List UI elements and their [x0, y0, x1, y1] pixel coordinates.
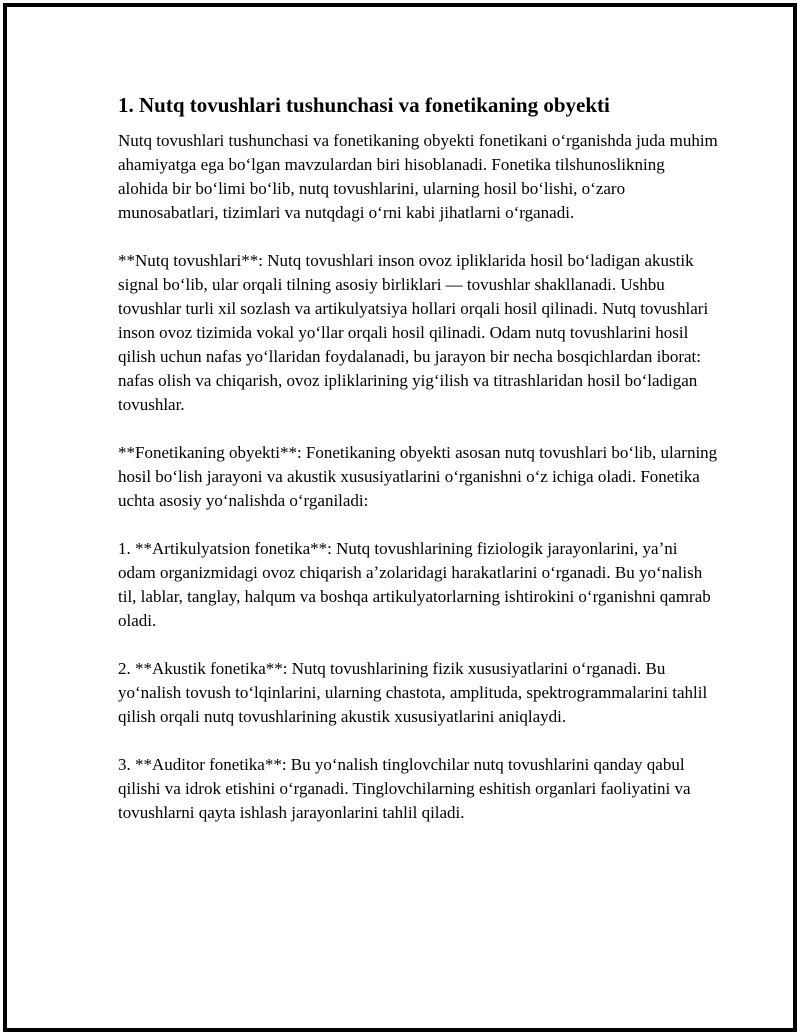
paragraph-intro: Nutq tovushlari tushunchasi va fonetikaning obyekti fonetikani oʻrganishda juda muhim ahamiyatga ega boʻlgan mavzulardan biri hisoblanadi. Fonetika tilshunoslikning alohida bir boʻlimi boʻlib, nutq tovushlarini, ularning hosil boʻlishi, oʻzaro munosabatlari, tizimlari va nutqdagi oʻrni kabi jihatlarni oʻrganadi.: [118, 131, 718, 222]
list-item-artikulyatsion: 1. **Artikulyatsion fonetika**: Nutq tovushlarining fiziologik jarayonlarini, yaʼni odam organizmidagi ovoz chiqarish aʼzolaridagi harakatlarini oʻrganadi. Bu yoʻnalish til, lablar, tanglay, halqum va boshqa artikulyatorlarning ishtirokini oʻrganishni qamrab oladi.: [118, 539, 711, 630]
list-item-akustik: 2. **Akustik fonetika**: Nutq tovushlarining fizik xususiyatlarini oʻrganadi. Bu yoʻnalish tovush toʻlqinlarini, ularning chastota, amplituda, spektrogrammalarini tahlil qilish orqali nutq tovushlarining akustik xususiyatlarini aniqlaydi.: [118, 659, 708, 726]
paragraph-fonetikaning-obyekti: **Fonetikaning obyekti**: Fonetikaning obyekti asosan nutq tovushlari boʻlib, ularning hosil boʻlish jarayoni va akustik xususiyatlarini oʻrganishni oʻz ichiga oladi. Fonetika uchta asosiy yoʻnalishda oʻrganiladi:: [118, 443, 718, 510]
list-item-auditor: 3. **Auditor fonetika**: Bu yoʻnalish tinglovchilar nutq tovushlarini qanday qabul qilishi va idrok etishini oʻrganadi. Tinglovchilarning eshitish organlari faoliyatini va tovushlarni qayta ishlash jarayonlarini tahlil qiladi.: [118, 755, 691, 822]
paragraph-nutq-tovushlari: **Nutq tovushlari**: Nutq tovushlari inson ovoz ipliklarida hosil boʻladigan akustik signal boʻlib, ular orqali tilning asosiy birliklari — tovushlar shakllanadi. Ushbu tovushlar turli xil sozlash va artikulyatsiya hollari orqali hosil qilinadi. Nutq tovushlari inson ovoz tizimida vokal yoʻllar orqali hosil qilinadi. Odam nutq tovushlarini hosil qilish uchun nafas yoʻllaridan foydalanadi, bu jarayon bir necha bosqichlardan iborat: nafas olish va chiqarish, ovoz ipliklarining yigʻilish va titrashlaridan hosil boʻladigan tovushlar.: [118, 251, 709, 414]
document-body: [118, 92, 718, 849]
section-heading: 1. Nutq tovushlari tushunchasi va fonetikaning obyekti: [118, 93, 610, 117]
